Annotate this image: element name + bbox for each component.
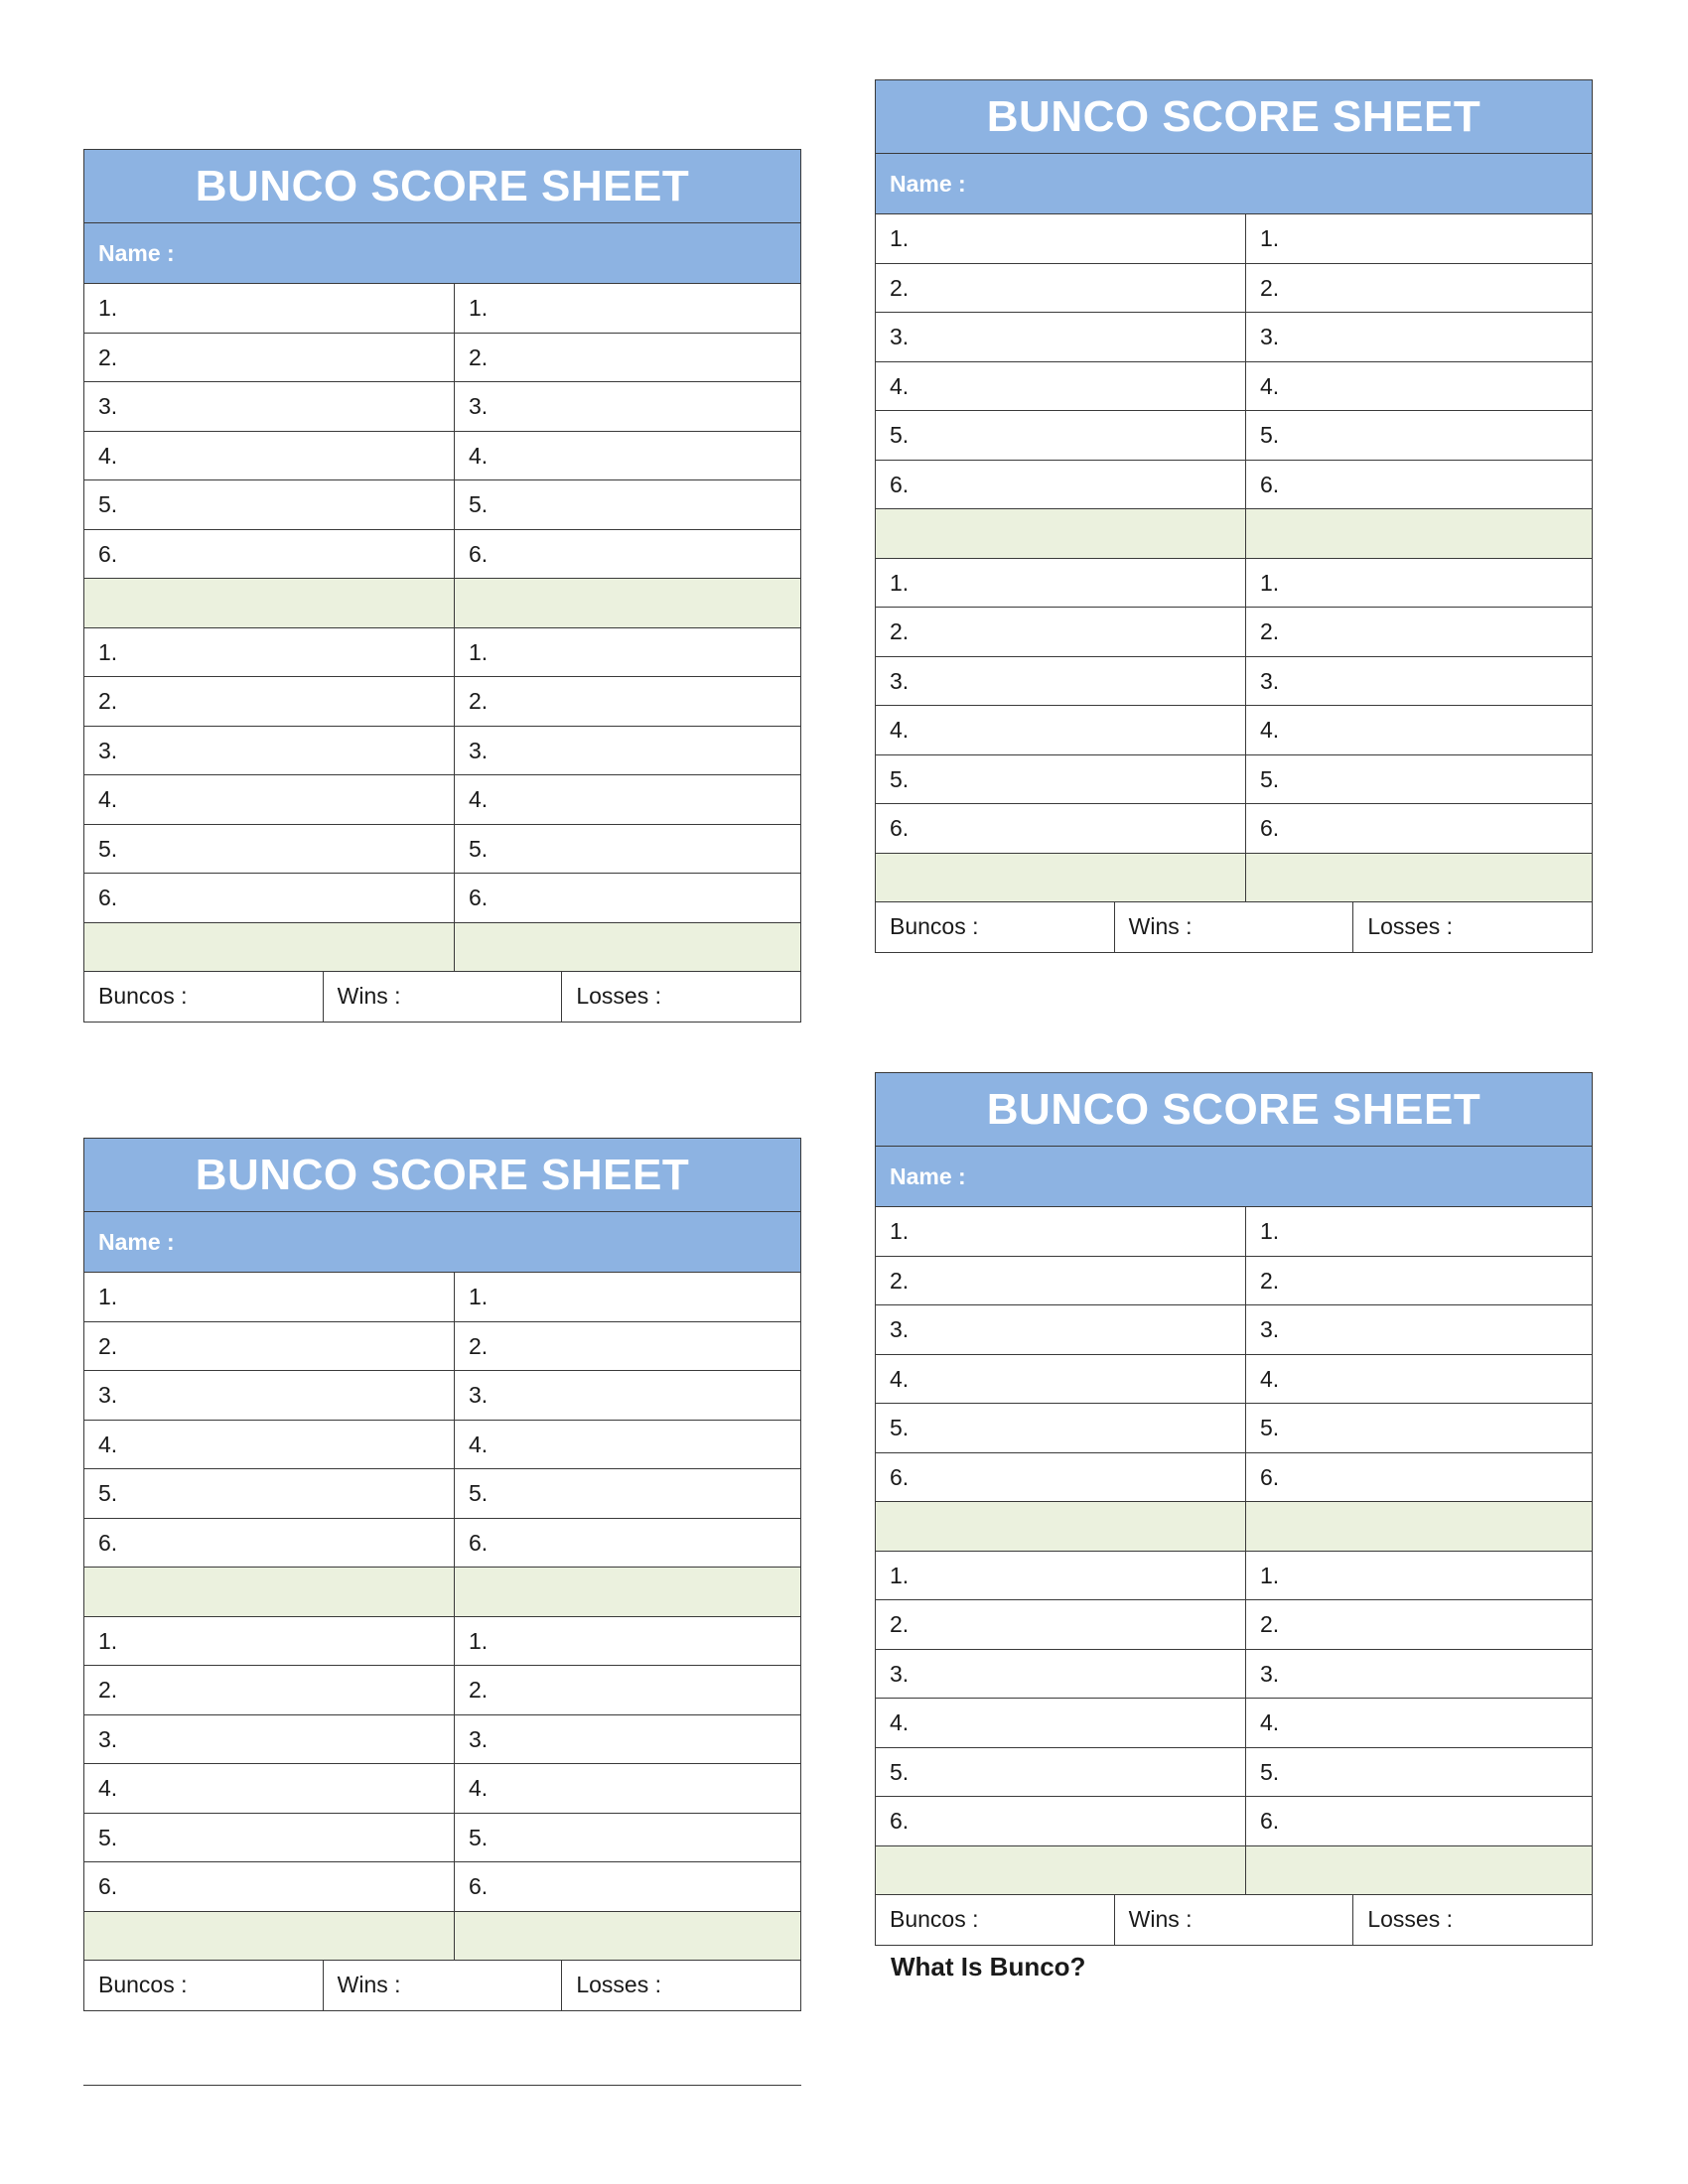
score-cell[interactable]: 3.: [84, 1715, 455, 1764]
score-cell[interactable]: 1.: [469, 1627, 489, 1654]
score-cell[interactable]: 6.: [1260, 471, 1280, 497]
sheet-title: BUNCO SCORE SHEET: [84, 150, 800, 223]
subtotal-cell[interactable]: [455, 1568, 800, 1616]
score-cell[interactable]: 5.: [876, 1404, 1246, 1452]
score-cell[interactable]: 4.: [469, 786, 489, 812]
score-cell[interactable]: 5.: [876, 755, 1246, 804]
losses-cell[interactable]: Losses :: [1367, 913, 1453, 939]
score-cell[interactable]: 4.: [84, 1421, 455, 1469]
score-row: [876, 1748, 1592, 1798]
subtotal-row: [876, 509, 1592, 559]
score-cell[interactable]: 5.: [876, 1748, 1246, 1797]
wins-cell[interactable]: Wins :: [1115, 1895, 1354, 1945]
score-cell[interactable]: 4.: [469, 1775, 489, 1801]
subtotal-cell[interactable]: [876, 509, 1246, 558]
score-cell[interactable]: 1.: [84, 1273, 455, 1321]
score-cell[interactable]: 2.: [876, 608, 1246, 656]
score-cell[interactable]: 2.: [469, 688, 489, 714]
score-row: [876, 1797, 1592, 1846]
subtotal-cell[interactable]: [455, 923, 800, 972]
score-row: [876, 1257, 1592, 1306]
score-sheet: [83, 149, 801, 1023]
score-cell[interactable]: 5.: [84, 1814, 455, 1862]
score-cell[interactable]: 5.: [1260, 1758, 1280, 1785]
score-cell[interactable]: 2.: [469, 1332, 489, 1359]
score-cell[interactable]: 6.: [876, 1453, 1246, 1502]
score-cell[interactable]: 3.: [84, 382, 455, 431]
score-row: [876, 804, 1592, 854]
score-cell[interactable]: 3.: [1260, 324, 1280, 349]
score-cell[interactable]: 2.: [1260, 1267, 1280, 1294]
score-row: [876, 313, 1592, 362]
score-row: [84, 382, 800, 432]
score-row: [876, 1699, 1592, 1748]
score-row: [876, 1404, 1592, 1453]
score-cell[interactable]: 5.: [1260, 422, 1280, 448]
subtotal-row: [84, 1568, 800, 1617]
score-cell[interactable]: 4.: [876, 1699, 1246, 1747]
score-cell[interactable]: 4.: [876, 706, 1246, 754]
score-cell[interactable]: 1.: [876, 1207, 1246, 1256]
score-cell[interactable]: 2.: [469, 1677, 489, 1703]
subtotal-cell[interactable]: [876, 1502, 1246, 1551]
subtotal-cell[interactable]: [84, 579, 455, 627]
score-row: [84, 825, 800, 875]
score-cell[interactable]: 2.: [1260, 1611, 1280, 1637]
score-cell[interactable]: 3.: [84, 727, 455, 775]
score-cell[interactable]: 3.: [876, 1305, 1246, 1354]
score-cell[interactable]: 4.: [84, 1764, 455, 1813]
score-cell[interactable]: 6.: [469, 540, 489, 567]
subtotal-cell[interactable]: [455, 579, 800, 627]
score-row: [84, 480, 800, 530]
score-cell[interactable]: 4.: [876, 362, 1246, 411]
score-cell[interactable]: 1.: [876, 1552, 1246, 1600]
subtotal-row: [84, 1912, 800, 1962]
score-sheet: [875, 1072, 1593, 1946]
score-row: [876, 559, 1592, 609]
wins-cell[interactable]: Wins :: [324, 1961, 563, 2010]
score-cell[interactable]: 1.: [84, 628, 455, 677]
name-field[interactable]: Name :: [876, 1147, 1592, 1207]
buncos-cell[interactable]: Buncos :: [876, 1895, 1115, 1945]
score-row: [84, 334, 800, 383]
score-cell[interactable]: 5.: [469, 835, 489, 862]
score-cell[interactable]: 2.: [469, 343, 489, 370]
score-cell[interactable]: 3.: [469, 1382, 489, 1408]
score-cell[interactable]: 5.: [876, 411, 1246, 460]
subtotal-row: [876, 854, 1592, 903]
score-row: [84, 1371, 800, 1421]
score-cell[interactable]: 4.: [1260, 372, 1280, 399]
score-cell[interactable]: 4.: [876, 1355, 1246, 1404]
score-cell[interactable]: 1.: [1260, 1562, 1280, 1588]
score-cell[interactable]: 6.: [1260, 1808, 1280, 1834]
score-cell[interactable]: 5.: [469, 1824, 489, 1850]
score-cell[interactable]: 6.: [84, 1862, 455, 1911]
score-cell[interactable]: 4.: [84, 432, 455, 480]
score-row: [876, 1305, 1592, 1355]
score-row: [876, 1453, 1592, 1503]
score-row: [84, 1862, 800, 1912]
what-is-bunco-heading: What Is Bunco?: [891, 1952, 1086, 1981]
score-cell[interactable]: 6.: [469, 885, 489, 910]
score-cell[interactable]: 3.: [469, 1725, 489, 1752]
score-row: [876, 1650, 1592, 1700]
score-cell[interactable]: 6.: [1260, 815, 1280, 841]
score-cell[interactable]: 2.: [84, 1666, 455, 1714]
score-row: [876, 706, 1592, 755]
subtotal-cell[interactable]: [455, 1912, 800, 1961]
score-cell[interactable]: 1.: [469, 295, 489, 321]
score-cell[interactable]: 4.: [1260, 1709, 1280, 1735]
score-row: [876, 608, 1592, 657]
name-field[interactable]: Name :: [84, 223, 800, 284]
buncos-cell[interactable]: Buncos :: [84, 1961, 324, 2010]
score-cell[interactable]: 1.: [1260, 569, 1280, 596]
score-cell[interactable]: 4.: [1260, 1365, 1280, 1392]
score-cell[interactable]: 6.: [469, 1529, 489, 1556]
score-row: [84, 1764, 800, 1814]
score-cell[interactable]: 1.: [1260, 1218, 1280, 1244]
score-cell[interactable]: 3.: [1260, 1660, 1280, 1687]
score-cell[interactable]: 1.: [469, 1284, 489, 1309]
score-row: [84, 1469, 800, 1519]
score-row: [84, 628, 800, 678]
score-cell[interactable]: 5.: [84, 480, 455, 529]
score-row: [876, 1207, 1592, 1257]
tally-row: [876, 902, 1592, 952]
wins-cell[interactable]: Wins :: [1115, 902, 1354, 952]
score-cell[interactable]: 2.: [84, 334, 455, 382]
subtotal-cell[interactable]: [1246, 854, 1592, 902]
bottom-divider: [83, 2085, 801, 2086]
score-cell[interactable]: 3.: [469, 393, 489, 419]
score-cell[interactable]: 3.: [469, 737, 489, 763]
score-cell[interactable]: 1.: [1260, 225, 1280, 251]
wins-cell[interactable]: Wins :: [324, 972, 563, 1022]
score-row: [876, 657, 1592, 707]
score-row: [84, 775, 800, 825]
score-row: [84, 1322, 800, 1372]
score-cell[interactable]: 4.: [469, 1431, 489, 1457]
losses-cell[interactable]: Losses :: [1367, 1906, 1453, 1932]
score-row: [84, 1421, 800, 1470]
score-cell[interactable]: 5.: [84, 825, 455, 874]
score-row: [876, 1600, 1592, 1650]
score-row: [876, 755, 1592, 805]
score-cell[interactable]: 3.: [1260, 667, 1280, 694]
score-cell[interactable]: 6.: [84, 874, 455, 922]
score-cell[interactable]: 2.: [876, 1257, 1246, 1305]
subtotal-cell[interactable]: [1246, 1502, 1592, 1551]
subtotal-cell[interactable]: [84, 1568, 455, 1616]
score-cell[interactable]: 3.: [84, 1371, 455, 1420]
score-row: [876, 1552, 1592, 1601]
score-row: [876, 214, 1592, 264]
score-cell[interactable]: 3.: [876, 313, 1246, 361]
score-row: [84, 1519, 800, 1569]
score-row: [84, 874, 800, 923]
score-cell[interactable]: 5.: [1260, 1415, 1280, 1440]
score-row: [84, 1814, 800, 1863]
score-cell[interactable]: 1.: [876, 559, 1246, 608]
score-row: [84, 432, 800, 481]
score-row: [876, 1355, 1592, 1405]
score-row: [84, 284, 800, 334]
score-row: [84, 530, 800, 580]
score-cell[interactable]: 6.: [1260, 1463, 1280, 1490]
score-cell[interactable]: 6.: [84, 1519, 455, 1568]
score-cell[interactable]: 2.: [84, 1322, 455, 1371]
sheet-title: BUNCO SCORE SHEET: [84, 1139, 800, 1212]
score-cell[interactable]: 1.: [469, 638, 489, 665]
score-cell[interactable]: 4.: [1260, 717, 1280, 743]
subtotal-cell[interactable]: [84, 923, 455, 972]
score-cell[interactable]: 4.: [469, 442, 489, 469]
score-cell[interactable]: 4.: [84, 775, 455, 824]
score-cell[interactable]: 2.: [1260, 618, 1280, 644]
score-row: [84, 677, 800, 727]
score-cell[interactable]: 2.: [84, 677, 455, 726]
score-cell[interactable]: 2.: [876, 264, 1246, 313]
subtotal-row: [876, 1502, 1592, 1552]
score-sheet: [875, 79, 1593, 953]
sheet-title: BUNCO SCORE SHEET: [876, 80, 1592, 154]
score-cell[interactable]: 3.: [876, 1650, 1246, 1699]
losses-cell[interactable]: Losses :: [576, 983, 661, 1009]
score-cell[interactable]: 1.: [876, 214, 1246, 263]
subtotal-row: [84, 923, 800, 973]
name-field[interactable]: Name :: [876, 154, 1592, 214]
score-cell[interactable]: 6.: [469, 1873, 489, 1899]
score-cell[interactable]: 1.: [84, 284, 455, 333]
subtotal-cell[interactable]: [876, 854, 1246, 902]
score-cell[interactable]: 3.: [876, 657, 1246, 706]
score-row: [876, 362, 1592, 412]
score-cell[interactable]: 6.: [876, 461, 1246, 509]
score-row: [84, 1273, 800, 1322]
score-cell[interactable]: 5.: [469, 491, 489, 517]
subtotal-cell[interactable]: [1246, 1846, 1592, 1895]
score-row: [84, 1617, 800, 1667]
subtotal-cell[interactable]: [1246, 509, 1592, 558]
subtotal-cell[interactable]: [84, 1912, 455, 1961]
score-row: [876, 461, 1592, 510]
score-cell[interactable]: 5.: [1260, 765, 1280, 792]
score-row: [84, 1666, 800, 1715]
tally-row: [876, 1895, 1592, 1945]
score-sheet: [83, 1138, 801, 2011]
score-cell[interactable]: 1.: [84, 1617, 455, 1666]
score-cell[interactable]: 2.: [1260, 274, 1280, 301]
name-field[interactable]: Name :: [84, 1212, 800, 1273]
score-cell[interactable]: 6.: [876, 804, 1246, 853]
score-cell[interactable]: 5.: [84, 1469, 455, 1518]
score-row: [876, 411, 1592, 461]
tally-row: [84, 972, 800, 1022]
score-cell[interactable]: 3.: [1260, 1316, 1280, 1342]
score-row: [84, 727, 800, 776]
buncos-cell[interactable]: Buncos :: [876, 902, 1115, 952]
subtotal-row: [876, 1846, 1592, 1896]
losses-cell[interactable]: Losses :: [576, 1972, 661, 1997]
subtotal-cell[interactable]: [876, 1846, 1246, 1895]
score-row: [84, 1715, 800, 1765]
score-cell[interactable]: 5.: [469, 1480, 489, 1506]
subtotal-row: [84, 579, 800, 628]
sheet-title: BUNCO SCORE SHEET: [876, 1073, 1592, 1147]
buncos-cell[interactable]: Buncos :: [84, 972, 324, 1022]
tally-row: [84, 1961, 800, 2010]
score-cell[interactable]: 2.: [876, 1600, 1246, 1649]
score-cell[interactable]: 6.: [876, 1797, 1246, 1845]
score-cell[interactable]: 6.: [84, 530, 455, 579]
score-row: [876, 264, 1592, 314]
